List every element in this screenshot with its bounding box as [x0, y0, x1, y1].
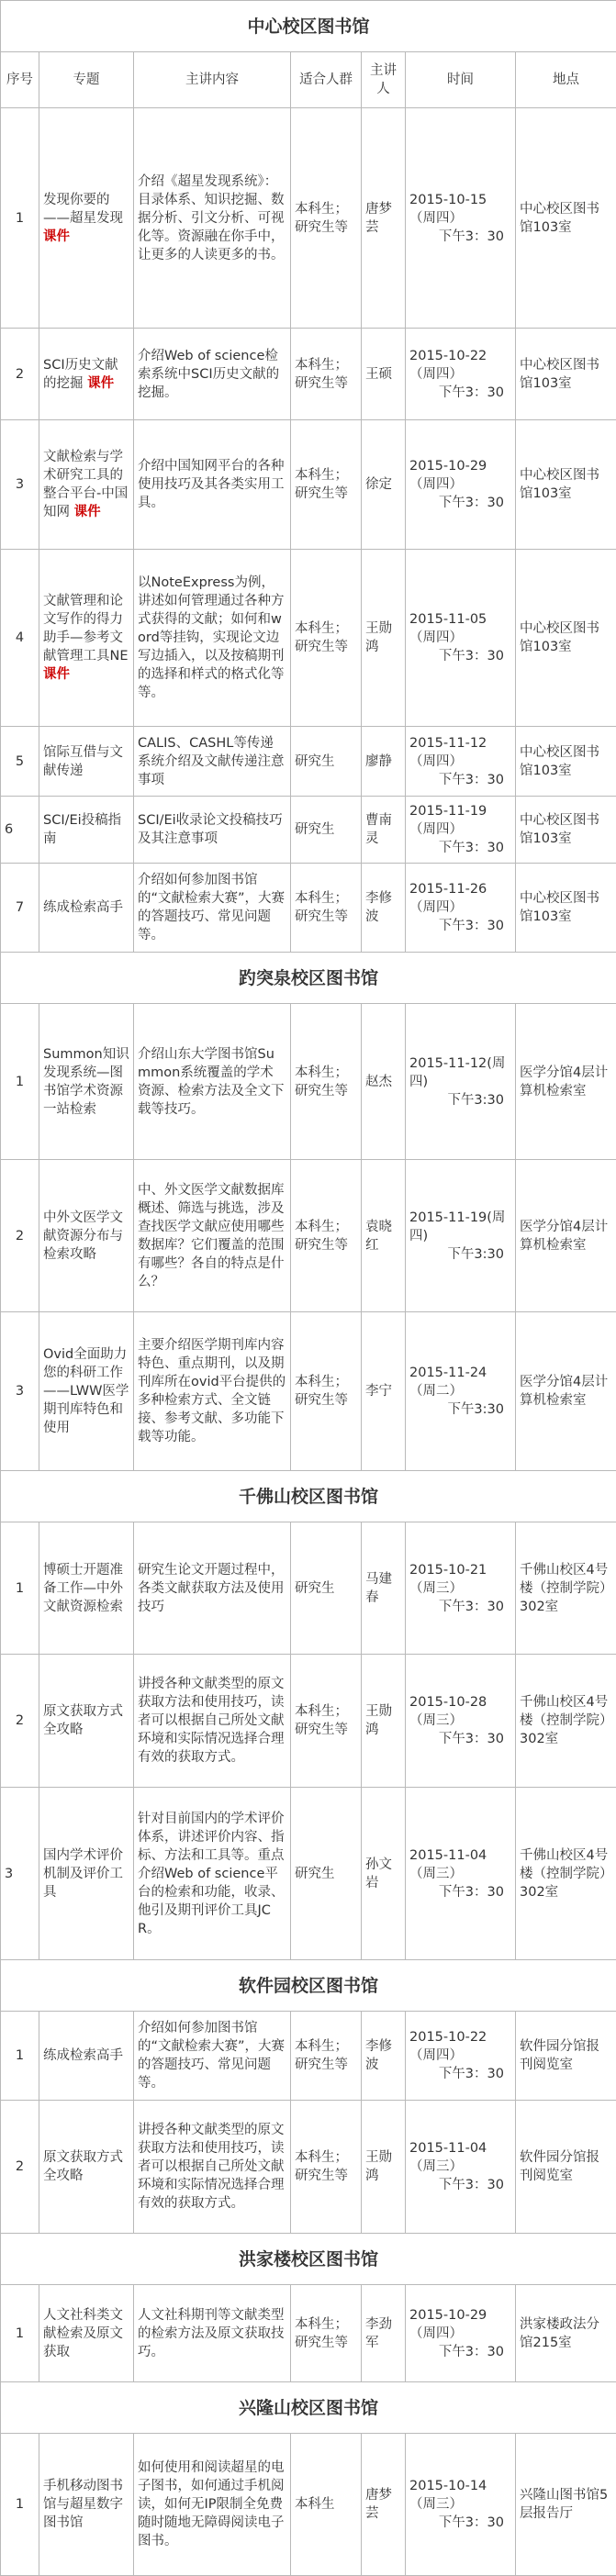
lecture-time: [406, 1522, 516, 1655]
lecture-date: 2015-11-05（周四）: [409, 610, 511, 647]
lecture-date: 2015-10-29（周四）: [409, 457, 511, 494]
lecture-topic-text: 人文社科类文献检索及原文获取: [43, 2308, 123, 2359]
lecture-speaker: 赵杰: [362, 1004, 406, 1160]
lecture-hour: 下午3：30: [409, 1598, 511, 1616]
lecture-topic: [39, 864, 134, 953]
lecture-place: 医学分馆4层计算机检索室: [516, 1160, 616, 1312]
header-speaker: 主讲人: [362, 52, 406, 108]
lecture-content: 中、外文医学文献数据库概述、筛选与挑选，涉及查找医学文献应使用哪些数据库？它们覆盖的范围有哪些？各自的特点是什么？: [134, 1160, 291, 1312]
lecture-number: 4: [1, 550, 39, 727]
lecture-audience: 本科生；研究生等: [291, 1655, 362, 1788]
lecture-content: 介绍如何参加图书馆的“文献检索大赛”，大赛的答题技巧、常见问题等。: [134, 2012, 291, 2101]
lecture-speaker: 徐定: [362, 420, 406, 550]
lecture-hour: 下午3：30: [409, 771, 511, 789]
lecture-topic: [39, 1312, 134, 1471]
lecture-topic-text: 发现你要的——超星发现: [43, 193, 123, 226]
lecture-place: 千佛山校区4号楼（控制学院）302室: [516, 1788, 616, 1960]
lecture-speaker: 李宁: [362, 1312, 406, 1471]
header-time: 时间: [406, 52, 516, 108]
lecture-number: 2: [1, 1655, 39, 1788]
lecture-topic: [39, 2012, 134, 2101]
header-topic: 专题: [39, 52, 134, 108]
lecture-speaker: 袁晓红: [362, 1160, 406, 1312]
lecture-place: 软件园分馆报刊阅览室: [516, 2012, 616, 2101]
lecture-date: 2015-11-19(周四): [409, 1209, 511, 1245]
header-row: [1, 52, 616, 108]
lecture-topic-text: 原文获取方式全攻略: [43, 2150, 123, 2183]
lecture-speaker: 李修波: [362, 2012, 406, 2101]
section-title-row: [1, 1, 616, 52]
courseware-link[interactable]: 课件: [87, 376, 114, 391]
lecture-time: [406, 420, 516, 550]
lecture-hour: 下午3:30: [409, 1091, 511, 1110]
lecture-content: 讲授各种文献类型的原文获取方法和使用技巧，读者可以根据自己所处文献环境和实际情况选择合理有效的获取方式。: [134, 1655, 291, 1788]
lecture-topic-text: 馆际互借与文献传递: [43, 745, 123, 778]
lecture-topic: [39, 1788, 134, 1960]
lecture-topic-text: Summon知识发现系统—图书馆学术资源一站检索: [43, 1047, 129, 1117]
lecture-row: [1, 1788, 616, 1960]
lecture-audience: 本科生；研究生等: [291, 2285, 362, 2382]
lecture-hour: 下午3：30: [409, 384, 511, 402]
lecture-speaker: 孙文岩: [362, 1788, 406, 1960]
lecture-audience: 本科生；研究生等: [291, 329, 362, 420]
lecture-row: [1, 1160, 616, 1312]
lecture-number: 2: [1, 2101, 39, 2234]
lecture-hour: 下午3：30: [409, 839, 511, 857]
lecture-content: 介绍山东大学图书馆Summon系统覆盖的学术资源、检索方法及全文下载等技巧。: [134, 1004, 291, 1160]
lecture-speaker: 王勋鸿: [362, 2101, 406, 2234]
lecture-hour: 下午3:30: [409, 1400, 511, 1419]
lecture-audience: 本科生；研究生等: [291, 420, 362, 550]
lecture-hour: 下午3：30: [409, 1883, 511, 1901]
lecture-topic: [39, 108, 134, 329]
lecture-place: 医学分馆4层计算机检索室: [516, 1004, 616, 1160]
lecture-date: 2015-10-14（周三）: [409, 2477, 511, 2514]
lecture-time: [406, 1788, 516, 1960]
lecture-row: [1, 420, 616, 550]
lecture-row: [1, 2101, 616, 2234]
lecture-hour: 下午3：30: [409, 494, 511, 512]
lecture-row: [1, 550, 616, 727]
lecture-place: 中心校区图书馆103室: [516, 727, 616, 797]
lecture-speaker: 王硕: [362, 329, 406, 420]
lecture-place: 中心校区图书馆103室: [516, 329, 616, 420]
lecture-topic-text: 手机移动图书馆与超星数字图书馆: [43, 2479, 123, 2530]
lecture-content: 介绍中国知网平台的各种使用技巧及其各类实用工具。: [134, 420, 291, 550]
section-title: 中心校区图书馆: [1, 1, 616, 52]
lecture-topic-text: Ovid全面助力您的科研工作——LWW医学期刊库特色和使用: [43, 1347, 129, 1435]
lecture-place: 中心校区图书馆103室: [516, 797, 616, 864]
lecture-row: [1, 329, 616, 420]
section-title: 千佛山校区图书馆: [1, 1471, 616, 1522]
lecture-row: [1, 1312, 616, 1471]
lecture-topic-text: SCI/Ei投稿指南: [43, 813, 121, 846]
lecture-time: [406, 108, 516, 329]
lecture-topic-text: 练成检索高手: [43, 900, 123, 915]
lecture-content: 介绍如何参加图书馆的“文献检索大赛”，大赛的答题技巧、常见问题等。: [134, 864, 291, 953]
lecture-topic: [39, 727, 134, 797]
lecture-time: [406, 550, 516, 727]
lecture-speaker: 王勋鸿: [362, 1655, 406, 1788]
lecture-audience: 本科生；研究生等: [291, 2012, 362, 2101]
lecture-topic: [39, 550, 134, 727]
lecture-content: SCI/Ei收录论文投稿技巧及其注意事项: [134, 797, 291, 864]
header-place: 地点: [516, 52, 616, 108]
section-title: 洪家楼校区图书馆: [1, 2234, 616, 2285]
lecture-place: 软件园分馆报刊阅览室: [516, 2101, 616, 2234]
lecture-audience: 研究生: [291, 727, 362, 797]
lecture-row: [1, 797, 616, 864]
lecture-content: 人文社科期刊等文献类型的检索方法及原文获取技巧。: [134, 2285, 291, 2382]
lecture-time: [406, 1655, 516, 1788]
lecture-row: [1, 1522, 616, 1655]
lecture-hour: 下午3：30: [409, 1730, 511, 1748]
lecture-number: 3: [1, 420, 39, 550]
lecture-row: [1, 1004, 616, 1160]
lecture-date: 2015-10-28（周三）: [409, 1693, 511, 1730]
lecture-topic-text: 文献管理和论文写作的得力助手—参考文献管理工具NE: [43, 594, 129, 664]
lecture-speaker: 廖静: [362, 727, 406, 797]
section-title-row: [1, 1471, 616, 1522]
lecture-place: 千佛山校区4号楼（控制学院）302室: [516, 1522, 616, 1655]
lecture-date: 2015-10-22（周四）: [409, 2028, 511, 2065]
lecture-content: 针对目前国内的学术评价体系，讲述评价内容、指标、方法和工具等。重点介绍Web of science平台的检索和功能，收录、他引及期刊评价工具JCR。: [134, 1788, 291, 1960]
lecture-audience: 研究生: [291, 1522, 362, 1655]
lecture-date: 2015-11-24（周二）: [409, 1364, 511, 1400]
lecture-date: 2015-10-21（周三）: [409, 1561, 511, 1598]
courseware-link[interactable]: 课件: [43, 667, 70, 682]
lecture-audience: 本科生；研究生等: [291, 864, 362, 953]
lecture-row: [1, 727, 616, 797]
lecture-speaker: 马建春: [362, 1522, 406, 1655]
lecture-place: 中心校区图书馆103室: [516, 550, 616, 727]
section-title: 软件园校区图书馆: [1, 1960, 616, 2012]
lecture-audience: 本科生；研究生等: [291, 2101, 362, 2234]
lecture-topic-text: 中外文医学文献资源分布与检索攻略: [43, 1210, 123, 1262]
lecture-topic: [39, 2434, 134, 2576]
section-title-row: [1, 1960, 616, 2012]
lecture-number: 5: [1, 727, 39, 797]
lecture-speaker: 唐梦芸: [362, 108, 406, 329]
lecture-content: 介绍《超星发现系统》：目录体系、知识挖掘、数据分析、引文分析、可视化等。资源融在你手中，让更多的人读更多的书。: [134, 108, 291, 329]
lecture-row: [1, 864, 616, 953]
lecture-place: 中心校区图书馆103室: [516, 420, 616, 550]
header-content: 主讲内容: [134, 52, 291, 108]
lecture-number: 1: [1, 108, 39, 329]
lecture-audience: 本科生；研究生等: [291, 550, 362, 727]
lecture-time: [406, 727, 516, 797]
lecture-topic: [39, 1655, 134, 1788]
section-title-row: [1, 2382, 616, 2434]
section-title: 趵突泉校区图书馆: [1, 953, 616, 1004]
header-no: 序号: [1, 52, 39, 108]
lecture-speaker: 唐梦芸: [362, 2434, 406, 2576]
lecture-time: [406, 2285, 516, 2382]
lecture-place: 医学分馆4层计算机检索室: [516, 1312, 616, 1471]
lecture-place: 洪家楼政法分馆215室: [516, 2285, 616, 2382]
lecture-content: 研究生论文开题过程中，各类文献获取方法及使用技巧: [134, 1522, 291, 1655]
lecture-date: 2015-11-19（周四）: [409, 802, 511, 839]
lecture-topic-text: 原文获取方式全攻略: [43, 1704, 123, 1737]
lecture-content: 如何使用和阅读超星的电子图书，如何通过手机阅读，如何无IP限制全免费随时随地无障碍阅读电子图书。: [134, 2434, 291, 2576]
courseware-link[interactable]: 课件: [43, 229, 70, 244]
lecture-number: 3: [1, 1312, 39, 1471]
lecture-number: 1: [1, 2012, 39, 2101]
lecture-content: 介绍Web of science检索系统中SCI历史文献的挖掘。: [134, 329, 291, 420]
lecture-number: 6: [1, 797, 39, 864]
lecture-date: 2015-11-26（周四）: [409, 880, 511, 917]
lecture-row: [1, 2434, 616, 2576]
lecture-content: 以NoteExpress为例，讲述如何管理通过各种方式获得的文献；如何和word等挂钩，实现论文边写边插入，以及按稿期刊的选择和样式的格式化等等。: [134, 550, 291, 727]
lecture-date: 2015-10-15（周四）: [409, 191, 511, 228]
lecture-topic-text: 国内学术评价机制及评价工具: [43, 1848, 123, 1900]
lecture-audience: 研究生: [291, 1788, 362, 1960]
lecture-speaker: 李修波: [362, 864, 406, 953]
lecture-hour: 下午3：30: [409, 647, 511, 665]
lecture-topic: [39, 1004, 134, 1160]
lecture-number: 2: [1, 1160, 39, 1312]
lecture-row: [1, 1655, 616, 1788]
lecture-topic-text: 博硕士开题准备工作—中外文献资源检索: [43, 1563, 123, 1614]
lecture-date: 2015-11-04（周三）: [409, 2139, 511, 2176]
lecture-time: [406, 1312, 516, 1471]
lecture-speaker: 曹南灵: [362, 797, 406, 864]
lecture-row: [1, 2012, 616, 2101]
lecture-audience: 研究生: [291, 797, 362, 864]
lecture-place: 兴隆山图书馆5层报告厅: [516, 2434, 616, 2576]
lecture-place: 千佛山校区4号楼（控制学院）302室: [516, 1655, 616, 1788]
section-title: 兴隆山校区图书馆: [1, 2382, 616, 2434]
lecture-content: 主要介绍医学期刊库内容特色、重点期刊，以及期刊库所在ovid平台提供的多种检索方式、全文链接、参考文献、多功能下载等功能。: [134, 1312, 291, 1471]
lecture-date: 2015-11-12(周四): [409, 1054, 511, 1091]
lecture-place: 中心校区图书馆103室: [516, 108, 616, 329]
lecture-topic: [39, 2285, 134, 2382]
lecture-number: 1: [1, 1522, 39, 1655]
lecture-date: 2015-11-12（周四）: [409, 734, 511, 771]
lecture-number: 2: [1, 329, 39, 420]
lecture-time: [406, 797, 516, 864]
lecture-audience: 本科生；研究生等: [291, 1160, 362, 1312]
lecture-time: [406, 2434, 516, 2576]
lecture-speaker: 王勋鸿: [362, 550, 406, 727]
lecture-date: 2015-11-04（周三）: [409, 1846, 511, 1883]
lecture-time: [406, 2012, 516, 2101]
section-title-row: [1, 953, 616, 1004]
lecture-topic: [39, 797, 134, 864]
lecture-audience: 本科生；研究生等: [291, 1004, 362, 1160]
lecture-time: [406, 329, 516, 420]
lecture-topic-text: 练成检索高手: [43, 2048, 123, 2063]
lecture-topic: [39, 2101, 134, 2234]
lecture-topic-text: SCI历史文献的挖掘: [43, 358, 118, 391]
lecture-content: 讲授各种文献类型的原文获取方法和使用技巧，读者可以根据自己所处文献环境和实际情况选择合理有效的获取方式。: [134, 2101, 291, 2234]
lecture-audience: 本科生: [291, 2434, 362, 2576]
lecture-topic: [39, 1160, 134, 1312]
lecture-speaker: 李劲军: [362, 2285, 406, 2382]
lecture-hour: 下午3：30: [409, 228, 511, 246]
lecture-time: [406, 1004, 516, 1160]
lecture-hour: 下午3：30: [409, 2343, 511, 2361]
lecture-number: 1: [1, 1004, 39, 1160]
header-audience: 适合人群: [291, 52, 362, 108]
lecture-number: 7: [1, 864, 39, 953]
lecture-row: [1, 2285, 616, 2382]
lecture-time: [406, 864, 516, 953]
section-title-row: [1, 2234, 616, 2285]
schedule-body: [1, 1, 616, 2576]
lecture-topic: [39, 329, 134, 420]
courseware-link[interactable]: 课件: [74, 505, 101, 519]
lecture-audience: 本科生；研究生等: [291, 108, 362, 329]
lecture-hour: 下午3：30: [409, 2065, 511, 2083]
lecture-hour: 下午3:30: [409, 1245, 511, 1264]
lecture-number: 1: [1, 2434, 39, 2576]
lecture-topic-text: 文献检索与学术研究工具的整合平台-中国知网: [43, 450, 128, 519]
lecture-number: 1: [1, 2285, 39, 2382]
lecture-date: 2015-10-29（周四）: [409, 2306, 511, 2343]
lecture-date: 2015-10-22（周四）: [409, 347, 511, 384]
lecture-row: [1, 108, 616, 329]
lecture-hour: 下午3：30: [409, 2514, 511, 2532]
lecture-topic: [39, 1522, 134, 1655]
lecture-hour: 下午3：30: [409, 917, 511, 935]
lecture-topic: [39, 420, 134, 550]
lecture-hour: 下午3：30: [409, 2176, 511, 2194]
lecture-place: 中心校区图书馆103室: [516, 864, 616, 953]
lecture-audience: 本科生；研究生等: [291, 1312, 362, 1471]
lecture-content: CALIS、CASHL等传递系统介绍及文献传递注意事项: [134, 727, 291, 797]
lecture-time: [406, 2101, 516, 2234]
lecture-number: 3: [1, 1788, 39, 1960]
lecture-time: [406, 1160, 516, 1312]
